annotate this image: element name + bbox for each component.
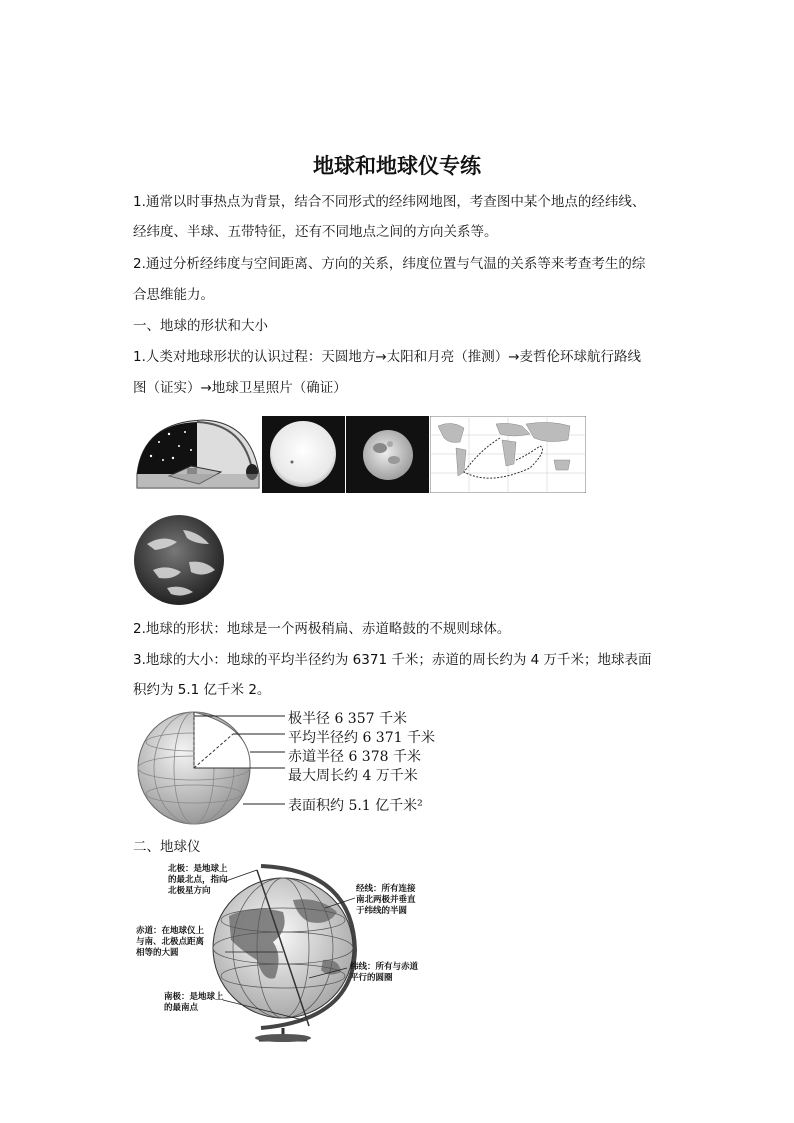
label-surface-area: 表面积约 5.1 亿千米² (288, 798, 423, 814)
label-max-circumference: 最大周长约 4 万千米 (288, 768, 418, 784)
magellan-route-map (430, 416, 586, 493)
globe-label-meridian: 经线：所有连接 南北两极并垂直 于纬线的半圆 (356, 884, 416, 916)
section1-point3-line1: 3.地球的大小：地球的平均半径约为 6371 千米；赤道的周长约为 4 万千米；地球表面 (133, 652, 652, 668)
intro-item2-line2: 合思维能力。 (133, 287, 214, 303)
section2-heading: 二、地球仪 (133, 839, 201, 855)
label-mean-radius: 平均半径约 6 371 千米 (288, 730, 435, 746)
label-polar-radius: 极半径 6 357 千米 (288, 711, 407, 727)
globe-label-north-pole: 北极：是地球上 的最北点，指向 北极星方向 (168, 864, 228, 896)
section1-point2: 2.地球的形状：地球是一个两极稍扁、赤道略鼓的不规则球体。 (133, 621, 511, 637)
intro-item1-line1: 1.通常以时事热点为背景，结合不同形式的经纬网地图，考查图中某个地点的经纬线、 (133, 194, 646, 210)
section1-heading: 一、地球的形状和大小 (133, 318, 268, 334)
intro-item1-line2: 经纬度、半球、五带特征，还有不同地点之间的方向关系等。 (133, 224, 498, 240)
intro-item2-line1: 2.通过分析经纬度与空间距离、方向的关系，纬度位置与气温的关系等来考查考生的综 (133, 256, 646, 272)
earth-size-diagram (133, 706, 293, 826)
sun-image (262, 416, 345, 493)
label-equatorial-radius: 赤道半径 6 378 千米 (288, 749, 421, 765)
globe-label-south-pole: 南极：是地球上 的最南点 (164, 992, 224, 1013)
dome-model-image (133, 416, 261, 493)
section1-point1-line2: 图（证实）→地球卫星照片（确证） (133, 380, 347, 396)
moon-image (346, 416, 429, 493)
section1-point3-line2: 积约为 5.1 亿千米 2。 (133, 682, 271, 698)
globe-label-parallel: 纬线：所有与赤道 平行的圆圈 (350, 962, 419, 983)
globe-label-equator: 赤道：在地球仪上 与南、北极点距离 相等的大圆 (136, 926, 205, 958)
section1-point1-line1: 1.人类对地球形状的认识过程：天圆地方→太阳和月亮（推测）→麦哲伦环球航行路线 (133, 349, 642, 365)
earth-satellite-photo (133, 514, 225, 606)
page-title: 地球和地球仪专练 (313, 154, 481, 178)
